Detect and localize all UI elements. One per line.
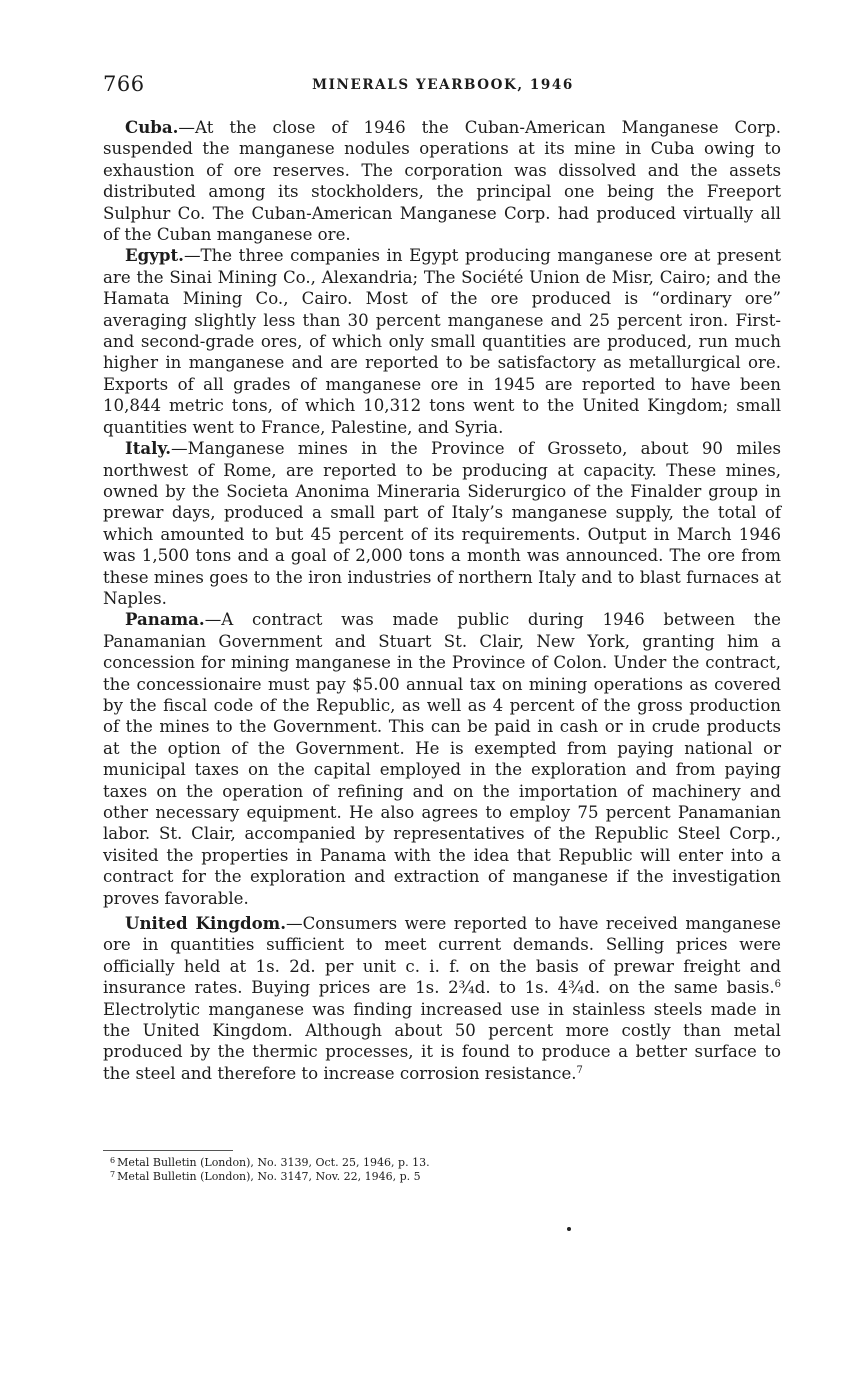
paragraph-text-united-kingdom-part2: Electrolytic manganese was finding increased use in stainless steels made in the United Kingdom. Although about 50 percent more costly than metal produced by the thermic processes, it is found to produce a better surface to the steel and therefore to increase corrosion resistance. — [103, 999, 781, 1083]
country-heading-egypt: Egypt. — [125, 245, 184, 266]
footnote-text: Metal Bulletin (London), No. 3147, Nov. 22, 1946, p. 5 — [117, 1170, 421, 1183]
footnote-ref-7: 7 — [576, 1064, 583, 1076]
footnotes — [110, 1156, 710, 1184]
body-text — [103, 117, 781, 1084]
paragraph-text-panama: —A contract was made public during 1946 between the Panamanian Government and Stuart St. Clair, New York, granting him a concession for mining manganese in the Province of Colon. Under the contract, the concessionaire must pay $5.00 annual tax on mining operations as covered by the fiscal code of the Republic, as well as 4 percent of the gross production of the mines to the Government. This can be paid in cash or in crude products at the option of the Government. He is exempted from paying national or municipal taxes on the capital employed in the exploration and from paying taxes on the operation of refining and on the importation of machinery and other necessary equipment. He also agrees to employ 75 percent Panamanian labor. St. Clair, accompanied by representatives of the Republic Steel Corp., visited the properties in Panama with the idea that Republic will enter into a contract for the exploration and extraction of manganese if the investigation proves favorable. — [103, 610, 781, 908]
paragraph-text-united-kingdom-part1: —Consumers were reported to have received manganese ore in quantities sufficient to meet current demands. Selling prices were officially held at 1s. 2d. per unit c. i. f. on the basis of prewar freight and insurance rates. Buying prices are 1s. 2¾d. to 1s. 4¾d. on the same basis. — [103, 914, 781, 998]
country-heading-united-kingdom: United Kingdom. — [125, 913, 286, 934]
page-number: 766 — [103, 72, 145, 96]
paragraph-italy — [103, 438, 781, 609]
scan-speck — [567, 1227, 571, 1231]
country-heading-italy: Italy. — [125, 438, 171, 459]
paragraph-egypt — [103, 245, 781, 438]
paragraph-text-italy: —Manganese mines in the Province of Grosseto, about 90 miles northwest of Rome, are reported to be producing at capacity. These mines, owned by the Societa Anonima Mineraria Siderurgico of the Finalder group in prewar days, produced a small part of Italy’s manganese supply, the total of which amounted to but 45 percent of its requirements. Output in March 1946 was 1,500 tons and a goal of 2,000 tons a month was announced. The ore from these mines goes to the iron industries of northern Italy and to blast furnaces at Naples. — [103, 439, 781, 608]
footnote-7 — [110, 1170, 710, 1184]
paragraph-united-kingdom — [103, 913, 781, 1084]
country-heading-cuba: Cuba. — [125, 117, 179, 137]
footnote-divider — [103, 1150, 233, 1151]
paragraph-text-egypt: —The three companies in Egypt producing manganese ore at present are the Sinai Mining Co., Alexandria; The Société Union de Misr, Cairo; and the Hamata Mining Co., Cairo. Most of the ore produced is “ordinary ore” averaging slightly less than 30 percent manganese and 25 percent iron. First- and second-grade ores, of which only small quantities are produced, run much higher in manganese and are reported to be satisfactory as metallurgical ore. Exports of all grades of manganese ore in 1945 are reported to have been 10,844 metric tons, of which 10,312 tons went to the United Kingdom; small quantities went to France, Palestine, and Syria. — [103, 246, 781, 437]
running-head: MINERALS YEARBOOK, 1946 — [312, 77, 574, 93]
footnote-number: 6 — [110, 1156, 116, 1165]
footnote-text: Metal Bulletin (London), No. 3139, Oct. 25, 1946, p. 13. — [117, 1156, 430, 1169]
paragraph-cuba — [103, 117, 781, 245]
footnote-6 — [110, 1156, 710, 1170]
page-header — [103, 72, 783, 98]
paragraph-panama — [103, 609, 781, 909]
footnote-number: 7 — [110, 1170, 116, 1179]
country-heading-panama: Panama. — [125, 609, 205, 630]
paragraph-text-cuba: —At the close of 1946 the Cuban-American Manganese Corp. suspended the manganese nodules operations at its mine in Cuba owing to exhaustion of ore reserves. The corporation was dissolved and the assets distributed among its stockholders, the principal one being the Freeport Sulphur Co. The Cuban-American Manganese Corp. had produced virtually all of the Cuban manganese ore. — [103, 118, 781, 245]
footnote-ref-6: 6 — [774, 979, 781, 991]
